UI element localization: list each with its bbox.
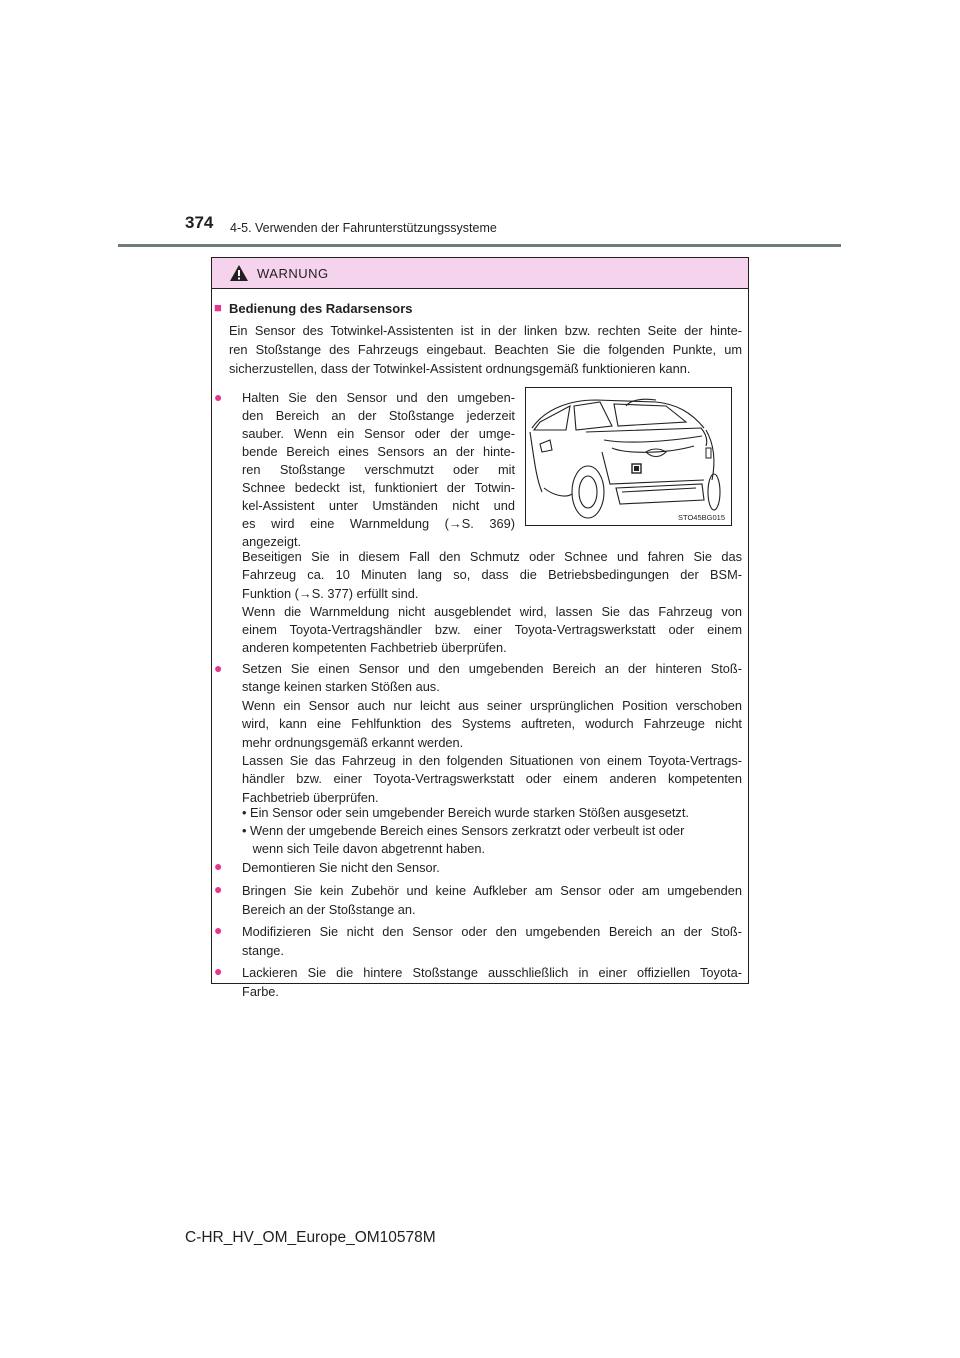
section-heading: Bedienung des Radarsensors (229, 301, 413, 316)
square-bullet-icon: ■ (214, 300, 222, 315)
bullet1-continuation (242, 548, 742, 658)
bullet1-cont-line: Funktion (→S. 377) erfüllt sind. (242, 585, 419, 601)
bullet-dot-icon: ● (214, 922, 223, 938)
bullet2-line: Lassen Sie das Fahrzeug in den folgenden Situationen von einem Toyota-Vertrags- (242, 753, 742, 769)
bullet1-line: ren Stoßstange verschmutzt oder mit (242, 462, 515, 477)
bullet1-cont-line: einem Toyota-Vertragshändler bzw. einer Toyota-Vertragswerkstatt oder einem (242, 622, 742, 638)
sub-item: • Wenn der umgebende Bereich eines Sensors zerkratzt oder verbeult ist oder (242, 823, 685, 838)
bullet2-line: Wenn ein Sensor auch nur leicht aus seiner ursprünglichen Position verschoben (242, 697, 742, 713)
bullet4-text (242, 881, 742, 919)
car-rear-illustration (526, 388, 731, 525)
bullet-dot-icon: ● (214, 660, 223, 676)
bullet1-cont-line: Beseitigen Sie in diesem Fall den Schmutz oder Schnee und fahren Sie das (242, 549, 742, 564)
bullet-dot-icon: ● (214, 881, 223, 897)
bullet1-line: kel-Assistent unter Umständen nicht und (242, 498, 515, 513)
sub-item: • Ein Sensor oder sein umgebender Bereich wurde starken Stößen ausgesetzt. (242, 805, 689, 820)
bullet5-line: stange. (242, 943, 284, 958)
bullet3-text: Demontieren Sie nicht den Sensor. (242, 860, 440, 875)
bullet4-line: Bereich an der Stoßstange an. (242, 902, 416, 917)
bullet1-line: bende Bereich eines Sensors an der hinte- (242, 444, 515, 459)
bullet1-line: den Bereich an der Stoßstange jederzeit (242, 408, 515, 423)
bullet2-line: wird, kann eine Fehlfunktion des Systems auftreten, wodurch Fahrzeuge nicht (242, 716, 742, 732)
section-title: 4-5. Verwenden der Fahrunterstützungssysteme (230, 221, 497, 235)
bullet2-text (242, 660, 742, 807)
intro-line: ren Stoßstange des Fahrzeugs eingebaut. Beachten Sie die folgenden Punkte, um (229, 342, 742, 357)
bullet1-line: sauber. Wenn ein Sensor oder der umge- (242, 426, 515, 441)
bullet1-line: Schnee bedeckt ist, funktioniert der Totwin- (242, 480, 515, 495)
bullet2-line: Fachbetrieb überprüfen. (242, 789, 379, 805)
bullet6-text (242, 963, 742, 1001)
bullet1-cont-line: Wenn die Warnmeldung nicht ausgeblendet wird, lassen Sie das Fahrzeug von (242, 603, 742, 619)
intro-line: Ein Sensor des Totwinkel-Assistenten ist in der linken bzw. rechten Seite der hinte- (229, 323, 742, 338)
sub-item-list (242, 804, 742, 858)
bullet1-line: angezeigt. (242, 534, 302, 549)
warning-title: WARNUNG (257, 265, 329, 281)
bullet1-cont-line: anderen kompetenten Fachbetrieb überprüfen. (242, 640, 507, 656)
bullet5-text (242, 922, 742, 960)
bullet-dot-icon: ● (214, 858, 223, 874)
figure-code: STO45BG015 (678, 513, 725, 522)
page-number: 374 (185, 213, 214, 232)
sub-item: wenn sich Teile davon abgetrennt haben. (242, 841, 486, 856)
bullet-dot-icon: ● (214, 389, 223, 405)
bullet1-line: es wird eine Warnmeldung (→S. 369) (242, 516, 515, 531)
car-rear-figure (525, 387, 732, 526)
bullet6-line: Lackieren Sie die hintere Stoßstange ausschließlich in einer offiziellen Toyota- (242, 965, 742, 980)
warning-triangle-icon (229, 264, 249, 282)
bullet2-line: Setzen Sie einen Sensor und den umgebenden Bereich an der hinteren Stoß- (242, 661, 742, 676)
document-id: C-HR_HV_OM_Europe_OM10578M (185, 1229, 436, 1246)
header-rule (118, 244, 841, 247)
intro-paragraph (229, 321, 742, 378)
bullet-dot-icon: ● (214, 963, 223, 979)
warning-box (211, 257, 749, 999)
warning-header (212, 258, 748, 289)
bullet4-line: Bringen Sie kein Zubehör und keine Aufkleber am Sensor oder am umgebenden (242, 883, 742, 898)
bullet1-text (242, 389, 515, 551)
bullet2-line: mehr ordnungsgemäß erkannt werden. (242, 734, 464, 750)
bullet2-line: stange keinen starken Stößen aus. (242, 679, 440, 695)
intro-line: sicherzustellen, dass der Totwinkel-Assistent ordnungsgemäß funktionieren kann. (229, 361, 691, 376)
bullet2-line: händler bzw. einer Toyota-Vertragswerkstatt oder einem anderen kompetenten (242, 771, 742, 787)
bullet1-cont-line: Fahrzeug ca. 10 Minuten lang so, dass die Betriebsbedingungen der BSM- (242, 567, 742, 583)
bullet6-line: Farbe. (242, 984, 279, 999)
bullet5-line: Modifizieren Sie nicht den Sensor oder den umgebenden Bereich an der Stoß- (242, 924, 742, 939)
bullet1-line: Halten Sie den Sensor und den umgeben- (242, 390, 515, 405)
